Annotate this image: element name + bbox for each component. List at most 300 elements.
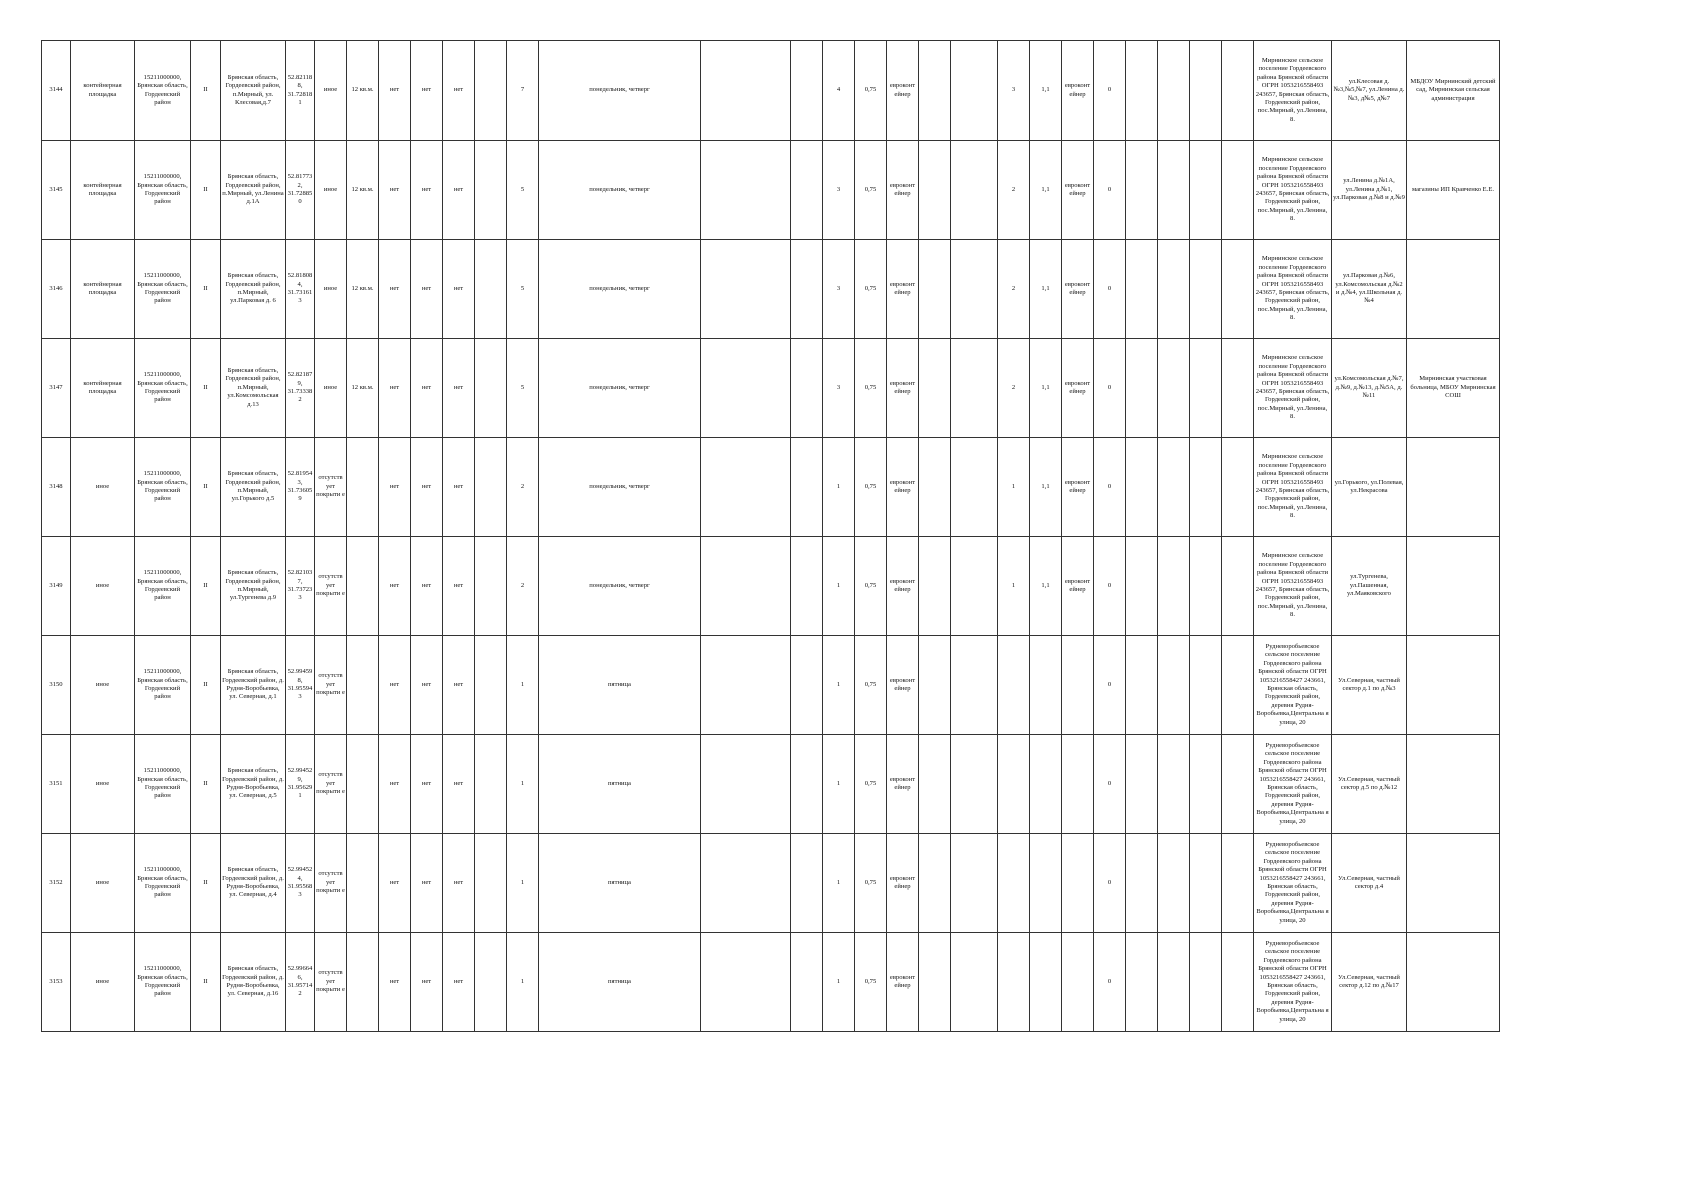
cell-count-11: 1	[998, 537, 1030, 636]
cell-col-25: 0	[1094, 735, 1126, 834]
cell-coordinates: 52.99459 8, 31.95594 3	[286, 636, 315, 735]
cell-site-type: иное	[71, 636, 135, 735]
cell-oktmo-region: 15211000000, Брянская область, Гордеевский район	[135, 735, 191, 834]
cell-col-11: нет	[443, 933, 475, 1032]
cell-col-16	[791, 537, 823, 636]
cell-class: II	[191, 834, 221, 933]
cell-area	[347, 834, 379, 933]
cell-schedule: понедельник, четверг	[539, 438, 701, 537]
cell-organizations	[1407, 537, 1500, 636]
cell-volume-11: 1,1	[1030, 339, 1062, 438]
cell-col-28	[1190, 735, 1222, 834]
cell-col-9: нет	[379, 834, 411, 933]
cell-area: 12 кв.м.	[347, 240, 379, 339]
cell-col-10: нет	[411, 141, 443, 240]
cell-col-12	[475, 240, 507, 339]
cell-col-16	[791, 933, 823, 1032]
cell-count-11: 2	[998, 339, 1030, 438]
cell-schedule: пятница	[539, 636, 701, 735]
cell-kind-075: евроконт ейнер	[887, 41, 919, 141]
cell-class: II	[191, 636, 221, 735]
cell-kind-075: евроконт ейнер	[887, 636, 919, 735]
cell-record-number: 3149	[42, 537, 71, 636]
cell-col-12	[475, 636, 507, 735]
cell-surface: отсутств ует покрыти е	[315, 735, 347, 834]
cell-oktmo-region: 15211000000, Брянская область, Гордеевский район	[135, 141, 191, 240]
cell-col-26	[1126, 834, 1158, 933]
cell-volume-075: 0,75	[855, 834, 887, 933]
cell-col-28	[1190, 41, 1222, 141]
cell-site-type: иное	[71, 834, 135, 933]
cell-class: II	[191, 240, 221, 339]
cell-col-25: 0	[1094, 240, 1126, 339]
cell-kind-11: евроконт ейнер	[1062, 141, 1094, 240]
cell-col-21	[951, 240, 998, 339]
cell-address: Брянская область, Гордеевский район, п.Мирный, ул.Комсомольская д.13	[221, 339, 286, 438]
cell-col-10: нет	[411, 41, 443, 141]
cell-waste-sources: Ул.Северная, частный сектор д.5 по д.№12	[1332, 735, 1407, 834]
cell-col-10: нет	[411, 240, 443, 339]
cell-address: Брянская область, Гордеевский район, п.Мирный, ул.Горького д.5	[221, 438, 286, 537]
cell-area	[347, 537, 379, 636]
cell-col-15	[701, 537, 791, 636]
cell-col-29	[1222, 41, 1254, 141]
cell-col-9: нет	[379, 933, 411, 1032]
cell-kind-11	[1062, 834, 1094, 933]
cell-count-075: 3	[823, 240, 855, 339]
table-row	[42, 834, 1500, 933]
cell-volume-075: 0,75	[855, 141, 887, 240]
cell-owner: Мирнинское сельское поселение Гордеевского района Брянской области ОГРН 1053216558493 243657, Брянская область, Гордеевский район, пос.Мирный, ул.Ленина, 8.	[1254, 537, 1332, 636]
cell-col-29	[1222, 834, 1254, 933]
cell-surface: отсутств ует покрыти е	[315, 636, 347, 735]
cell-oktmo-region: 15211000000, Брянская область, Гордеевский район	[135, 240, 191, 339]
cell-oktmo-region: 15211000000, Брянская область, Гордеевский район	[135, 834, 191, 933]
cell-count-11: 1	[998, 438, 1030, 537]
cell-surface: иное	[315, 240, 347, 339]
cell-col-25: 0	[1094, 636, 1126, 735]
cell-waste-sources: Ул.Северная, частный сектор д.12 по д.№17	[1332, 933, 1407, 1032]
cell-kind-075: евроконт ейнер	[887, 735, 919, 834]
cell-waste-sources: ул.Парковая д.№6, ул.Комсомольская д.№2 и д.№4, ул.Школьная д.№4	[1332, 240, 1407, 339]
cell-owner: Рудневоробьевское сельское поселение Гордеевского района Брянской области ОГРН 1053216558427 243661, Брянская область, Гордеевский район, деревня Рудня-Воробьевка,Центральна я улица, 20	[1254, 735, 1332, 834]
cell-kind-11	[1062, 735, 1094, 834]
cell-col-29	[1222, 240, 1254, 339]
cell-coordinates: 52.81773 2, 31.72885 0	[286, 141, 315, 240]
cell-col-21	[951, 339, 998, 438]
cell-col-28	[1190, 141, 1222, 240]
cell-col-29	[1222, 339, 1254, 438]
cell-count-075: 1	[823, 636, 855, 735]
cell-col-27	[1158, 240, 1190, 339]
cell-owner: Рудневоробьевское сельское поселение Гордеевского района Брянской области ОГРН 1053216558427 243661, Брянская область, Гордеевский район, деревня Рудня-Воробьевка,Центральна я улица, 20	[1254, 636, 1332, 735]
cell-area: 12 кв.м.	[347, 41, 379, 141]
cell-col-16	[791, 41, 823, 141]
cell-col-9: нет	[379, 636, 411, 735]
cell-col-26	[1126, 41, 1158, 141]
cell-col-10: нет	[411, 933, 443, 1032]
cell-col-27	[1158, 141, 1190, 240]
cell-col-21	[951, 636, 998, 735]
table-row	[42, 438, 1500, 537]
cell-container-total: 5	[507, 141, 539, 240]
cell-coordinates: 52.82118 8, 31.72818 1	[286, 41, 315, 141]
cell-col-20	[919, 240, 951, 339]
cell-count-11	[998, 834, 1030, 933]
cell-col-21	[951, 438, 998, 537]
cell-organizations: магазины ИП Кравченко Е.Е.	[1407, 141, 1500, 240]
cell-col-10: нет	[411, 438, 443, 537]
cell-col-25: 0	[1094, 834, 1126, 933]
cell-col-25: 0	[1094, 438, 1126, 537]
cell-col-28	[1190, 636, 1222, 735]
cell-organizations	[1407, 438, 1500, 537]
cell-volume-075: 0,75	[855, 537, 887, 636]
cell-col-21	[951, 41, 998, 141]
table-row	[42, 240, 1500, 339]
cell-volume-11	[1030, 636, 1062, 735]
table-row	[42, 339, 1500, 438]
cell-col-26	[1126, 339, 1158, 438]
cell-col-12	[475, 735, 507, 834]
cell-volume-11: 1,1	[1030, 41, 1062, 141]
cell-surface: отсутств ует покрыти е	[315, 537, 347, 636]
cell-count-075: 3	[823, 141, 855, 240]
cell-col-16	[791, 735, 823, 834]
cell-col-27	[1158, 834, 1190, 933]
cell-container-total: 1	[507, 834, 539, 933]
cell-col-28	[1190, 834, 1222, 933]
cell-schedule: пятница	[539, 933, 701, 1032]
cell-site-type: контейнерная площадка	[71, 240, 135, 339]
cell-oktmo-region: 15211000000, Брянская область, Гордеевский район	[135, 636, 191, 735]
cell-surface: иное	[315, 339, 347, 438]
cell-col-9: нет	[379, 735, 411, 834]
cell-col-28	[1190, 240, 1222, 339]
cell-count-11	[998, 933, 1030, 1032]
cell-record-number: 3144	[42, 41, 71, 141]
cell-col-25: 0	[1094, 339, 1126, 438]
cell-surface: отсутств ует покрыти е	[315, 933, 347, 1032]
cell-organizations	[1407, 834, 1500, 933]
cell-container-total: 1	[507, 636, 539, 735]
cell-container-total: 2	[507, 438, 539, 537]
cell-container-total: 2	[507, 537, 539, 636]
cell-col-20	[919, 933, 951, 1032]
cell-col-21	[951, 537, 998, 636]
cell-kind-075: евроконт ейнер	[887, 834, 919, 933]
cell-count-075: 1	[823, 834, 855, 933]
registry-table-body	[42, 41, 1500, 1032]
cell-waste-sources: Ул.Северная, частный сектор д.4	[1332, 834, 1407, 933]
cell-col-26	[1126, 636, 1158, 735]
cell-class: II	[191, 438, 221, 537]
cell-count-075: 1	[823, 933, 855, 1032]
cell-oktmo-region: 15211000000, Брянская область, Гордеевский район	[135, 438, 191, 537]
cell-kind-11: евроконт ейнер	[1062, 240, 1094, 339]
cell-class: II	[191, 41, 221, 141]
cell-col-15	[701, 141, 791, 240]
cell-area	[347, 735, 379, 834]
cell-area: 12 кв.м.	[347, 339, 379, 438]
cell-schedule: понедельник, четверг	[539, 339, 701, 438]
cell-col-20	[919, 438, 951, 537]
table-row	[42, 636, 1500, 735]
cell-oktmo-region: 15211000000, Брянская область, Гордеевский район	[135, 537, 191, 636]
cell-col-27	[1158, 636, 1190, 735]
cell-owner: Мирнинское сельское поселение Гордеевского района Брянской области ОГРН 1053216558493 243657, Брянская область, Гордеевский район, пос.Мирный, ул.Ленина, 8.	[1254, 438, 1332, 537]
cell-col-26	[1126, 537, 1158, 636]
cell-record-number: 3145	[42, 141, 71, 240]
cell-address: Брянская область, Гордеевский район, п.Мирный, ул. Клесовая,д.7	[221, 41, 286, 141]
cell-class: II	[191, 735, 221, 834]
cell-container-total: 1	[507, 735, 539, 834]
cell-col-29	[1222, 636, 1254, 735]
cell-col-29	[1222, 933, 1254, 1032]
cell-owner: Рудневоробьевское сельское поселение Гордеевского района Брянской области ОГРН 1053216558427 243661, Брянская область, Гордеевский район, деревня Рудня-Воробьевка,Центральна я улица, 20	[1254, 834, 1332, 933]
cell-col-11: нет	[443, 636, 475, 735]
cell-col-11: нет	[443, 834, 475, 933]
cell-surface: отсутств ует покрыти е	[315, 834, 347, 933]
cell-container-total: 5	[507, 339, 539, 438]
cell-area	[347, 933, 379, 1032]
cell-col-9: нет	[379, 240, 411, 339]
cell-kind-11: евроконт ейнер	[1062, 537, 1094, 636]
cell-col-20	[919, 834, 951, 933]
cell-area: 12 кв.м.	[347, 141, 379, 240]
cell-waste-sources: ул.Тургенева, ул.Пашенная, ул.Маяковского	[1332, 537, 1407, 636]
cell-surface: иное	[315, 41, 347, 141]
cell-kind-075: евроконт ейнер	[887, 339, 919, 438]
cell-col-29	[1222, 735, 1254, 834]
cell-schedule: понедельник, четверг	[539, 240, 701, 339]
cell-col-25: 0	[1094, 933, 1126, 1032]
registry-table	[41, 40, 1500, 1032]
cell-col-11: нет	[443, 41, 475, 141]
cell-kind-075: евроконт ейнер	[887, 537, 919, 636]
cell-col-9: нет	[379, 438, 411, 537]
cell-kind-11	[1062, 636, 1094, 735]
cell-record-number: 3151	[42, 735, 71, 834]
cell-col-25: 0	[1094, 537, 1126, 636]
cell-col-28	[1190, 339, 1222, 438]
cell-col-25: 0	[1094, 141, 1126, 240]
cell-col-11: нет	[443, 339, 475, 438]
cell-oktmo-region: 15211000000, Брянская область, Гордеевский район	[135, 339, 191, 438]
cell-col-16	[791, 438, 823, 537]
cell-schedule: понедельник, четверг	[539, 41, 701, 141]
cell-col-20	[919, 636, 951, 735]
table-row	[42, 933, 1500, 1032]
cell-col-11: нет	[443, 438, 475, 537]
cell-col-27	[1158, 438, 1190, 537]
cell-schedule: пятница	[539, 834, 701, 933]
cell-col-10: нет	[411, 735, 443, 834]
cell-col-21	[951, 141, 998, 240]
cell-col-26	[1126, 240, 1158, 339]
cell-col-12	[475, 834, 507, 933]
cell-count-075: 1	[823, 735, 855, 834]
cell-col-16	[791, 141, 823, 240]
cell-volume-11	[1030, 933, 1062, 1032]
cell-col-26	[1126, 735, 1158, 834]
cell-col-27	[1158, 339, 1190, 438]
cell-col-11: нет	[443, 735, 475, 834]
cell-volume-075: 0,75	[855, 240, 887, 339]
cell-surface: отсутств ует покрыти е	[315, 438, 347, 537]
cell-col-12	[475, 339, 507, 438]
cell-coordinates: 52.99452 9, 31.95629 1	[286, 735, 315, 834]
cell-waste-sources: ул.Горького, ул.Полевая, ул.Некрасова	[1332, 438, 1407, 537]
cell-class: II	[191, 537, 221, 636]
cell-col-15	[701, 339, 791, 438]
cell-surface: иное	[315, 141, 347, 240]
cell-record-number: 3148	[42, 438, 71, 537]
cell-col-27	[1158, 41, 1190, 141]
cell-col-9: нет	[379, 339, 411, 438]
cell-col-15	[701, 933, 791, 1032]
cell-col-27	[1158, 537, 1190, 636]
cell-col-28	[1190, 438, 1222, 537]
cell-waste-sources: ул.Комсомольская д.№7, д.№9, д.№13, д.№5А, д.№11	[1332, 339, 1407, 438]
cell-area	[347, 636, 379, 735]
cell-waste-sources: ул.Ленина д.№1А, ул.Ленина д.№1, ул.Парковая д.№8 и д.№9	[1332, 141, 1407, 240]
cell-col-16	[791, 834, 823, 933]
cell-col-12	[475, 438, 507, 537]
cell-waste-sources: ул.Клесовая д.№3,№5,№7, ул.Ленина д.№3, д№5, д№7	[1332, 41, 1407, 141]
cell-volume-11: 1,1	[1030, 438, 1062, 537]
cell-record-number: 3153	[42, 933, 71, 1032]
cell-count-075: 3	[823, 339, 855, 438]
cell-volume-11: 1,1	[1030, 141, 1062, 240]
cell-count-11: 2	[998, 240, 1030, 339]
cell-col-21	[951, 735, 998, 834]
cell-address: Брянская область, Гордеевский район, д. Рудня-Воробьевка, ул. Северная, д.5	[221, 735, 286, 834]
cell-kind-11	[1062, 933, 1094, 1032]
cell-owner: Мирнинское сельское поселение Гордеевского района Брянской области ОГРН 1053216558493 243657, Брянская область, Гордеевский район, пос.Мирный, ул.Ленина, 8.	[1254, 339, 1332, 438]
cell-site-type: контейнерная площадка	[71, 339, 135, 438]
cell-col-27	[1158, 933, 1190, 1032]
cell-record-number: 3147	[42, 339, 71, 438]
cell-owner: Мирнинское сельское поселение Гордеевского района Брянской области ОГРН 1053216558493 243657, Брянская область, Гордеевский район, пос.Мирный, ул.Ленина, 8.	[1254, 141, 1332, 240]
cell-count-075: 1	[823, 438, 855, 537]
cell-organizations: Мирнинская участковая больница, МБОУ Мирнинская СОШ	[1407, 339, 1500, 438]
cell-address: Брянская область, Гордеевский район, д. Рудня-Воробьевка, ул. Северная, д.1	[221, 636, 286, 735]
cell-site-type: иное	[71, 933, 135, 1032]
cell-col-9: нет	[379, 41, 411, 141]
cell-waste-sources: Ул.Северная, частный сектор д.1 по д.№3	[1332, 636, 1407, 735]
cell-count-11: 3	[998, 41, 1030, 141]
cell-owner: Рудневоробьевское сельское поселение Гордеевского района Брянской области ОГРН 1053216558427 243661, Брянская область, Гордеевский район, деревня Рудня-Воробьевка,Центральна я улица, 20	[1254, 933, 1332, 1032]
table-row	[42, 141, 1500, 240]
cell-volume-075: 0,75	[855, 438, 887, 537]
cell-owner: Мирнинское сельское поселение Гордеевского района Брянской области ОГРН 1053216558493 243657, Брянская область, Гордеевский район, пос.Мирный, ул.Ленина, 8.	[1254, 240, 1332, 339]
cell-volume-11	[1030, 735, 1062, 834]
cell-col-12	[475, 537, 507, 636]
cell-col-10: нет	[411, 339, 443, 438]
cell-col-12	[475, 41, 507, 141]
cell-container-total: 7	[507, 41, 539, 141]
cell-count-075: 4	[823, 41, 855, 141]
cell-kind-11: евроконт ейнер	[1062, 41, 1094, 141]
cell-col-29	[1222, 438, 1254, 537]
cell-volume-075: 0,75	[855, 735, 887, 834]
cell-kind-075: евроконт ейнер	[887, 438, 919, 537]
cell-coordinates: 52.99664 6, 31.95714 2	[286, 933, 315, 1032]
cell-address: Брянская область, Гордеевский район, п.Мирный, ул.Парковая д. 6	[221, 240, 286, 339]
cell-owner: Мирнинское сельское поселение Гордеевского района Брянской области ОГРН 1053216558493 243657, Брянская область, Гордеевский район, пос.Мирный, ул.Ленина, 8.	[1254, 41, 1332, 141]
cell-col-26	[1126, 141, 1158, 240]
cell-record-number: 3150	[42, 636, 71, 735]
cell-oktmo-region: 15211000000, Брянская область, Гордеевский район	[135, 933, 191, 1032]
cell-count-11	[998, 636, 1030, 735]
cell-col-28	[1190, 933, 1222, 1032]
cell-kind-11: евроконт ейнер	[1062, 339, 1094, 438]
cell-col-16	[791, 240, 823, 339]
cell-col-10: нет	[411, 834, 443, 933]
cell-col-15	[701, 636, 791, 735]
cell-volume-075: 0,75	[855, 933, 887, 1032]
cell-col-11: нет	[443, 537, 475, 636]
cell-col-11: нет	[443, 240, 475, 339]
cell-organizations	[1407, 735, 1500, 834]
cell-count-11: 2	[998, 141, 1030, 240]
cell-col-20	[919, 735, 951, 834]
cell-col-21	[951, 834, 998, 933]
cell-col-15	[701, 41, 791, 141]
cell-col-10: нет	[411, 636, 443, 735]
cell-volume-11: 1,1	[1030, 240, 1062, 339]
cell-organizations	[1407, 636, 1500, 735]
cell-volume-11	[1030, 834, 1062, 933]
cell-site-type: контейнерная площадка	[71, 141, 135, 240]
cell-col-16	[791, 636, 823, 735]
cell-schedule: понедельник, четверг	[539, 141, 701, 240]
cell-col-29	[1222, 141, 1254, 240]
cell-count-075: 1	[823, 537, 855, 636]
cell-col-20	[919, 537, 951, 636]
cell-count-11	[998, 735, 1030, 834]
cell-coordinates: 52.81808 4, 31.73161 3	[286, 240, 315, 339]
cell-container-total: 5	[507, 240, 539, 339]
cell-col-11: нет	[443, 141, 475, 240]
cell-col-26	[1126, 438, 1158, 537]
cell-address: Брянская область, Гордеевский район, п.Мирный, ул.Ленина д.1А	[221, 141, 286, 240]
cell-address: Брянская область, Гордеевский район, д. Рудня-Воробьевка, ул. Северная, д.4	[221, 834, 286, 933]
cell-col-26	[1126, 933, 1158, 1032]
cell-col-15	[701, 834, 791, 933]
cell-col-9: нет	[379, 537, 411, 636]
cell-record-number: 3146	[42, 240, 71, 339]
cell-address: Брянская область, Гордеевский район, д. Рудня-Воробьевка, ул. Северная, д.16	[221, 933, 286, 1032]
cell-kind-075: евроконт ейнер	[887, 141, 919, 240]
table-row	[42, 41, 1500, 141]
cell-coordinates: 52.82187 9, 31.73338 2	[286, 339, 315, 438]
cell-volume-075: 0,75	[855, 339, 887, 438]
cell-organizations	[1407, 933, 1500, 1032]
cell-kind-075: евроконт ейнер	[887, 240, 919, 339]
cell-volume-075: 0,75	[855, 636, 887, 735]
cell-site-type: контейнерная площадка	[71, 41, 135, 141]
cell-container-total: 1	[507, 933, 539, 1032]
cell-col-12	[475, 933, 507, 1032]
cell-col-25: 0	[1094, 41, 1126, 141]
cell-col-20	[919, 41, 951, 141]
cell-class: II	[191, 141, 221, 240]
cell-schedule: пятница	[539, 735, 701, 834]
cell-record-number: 3152	[42, 834, 71, 933]
cell-col-27	[1158, 735, 1190, 834]
